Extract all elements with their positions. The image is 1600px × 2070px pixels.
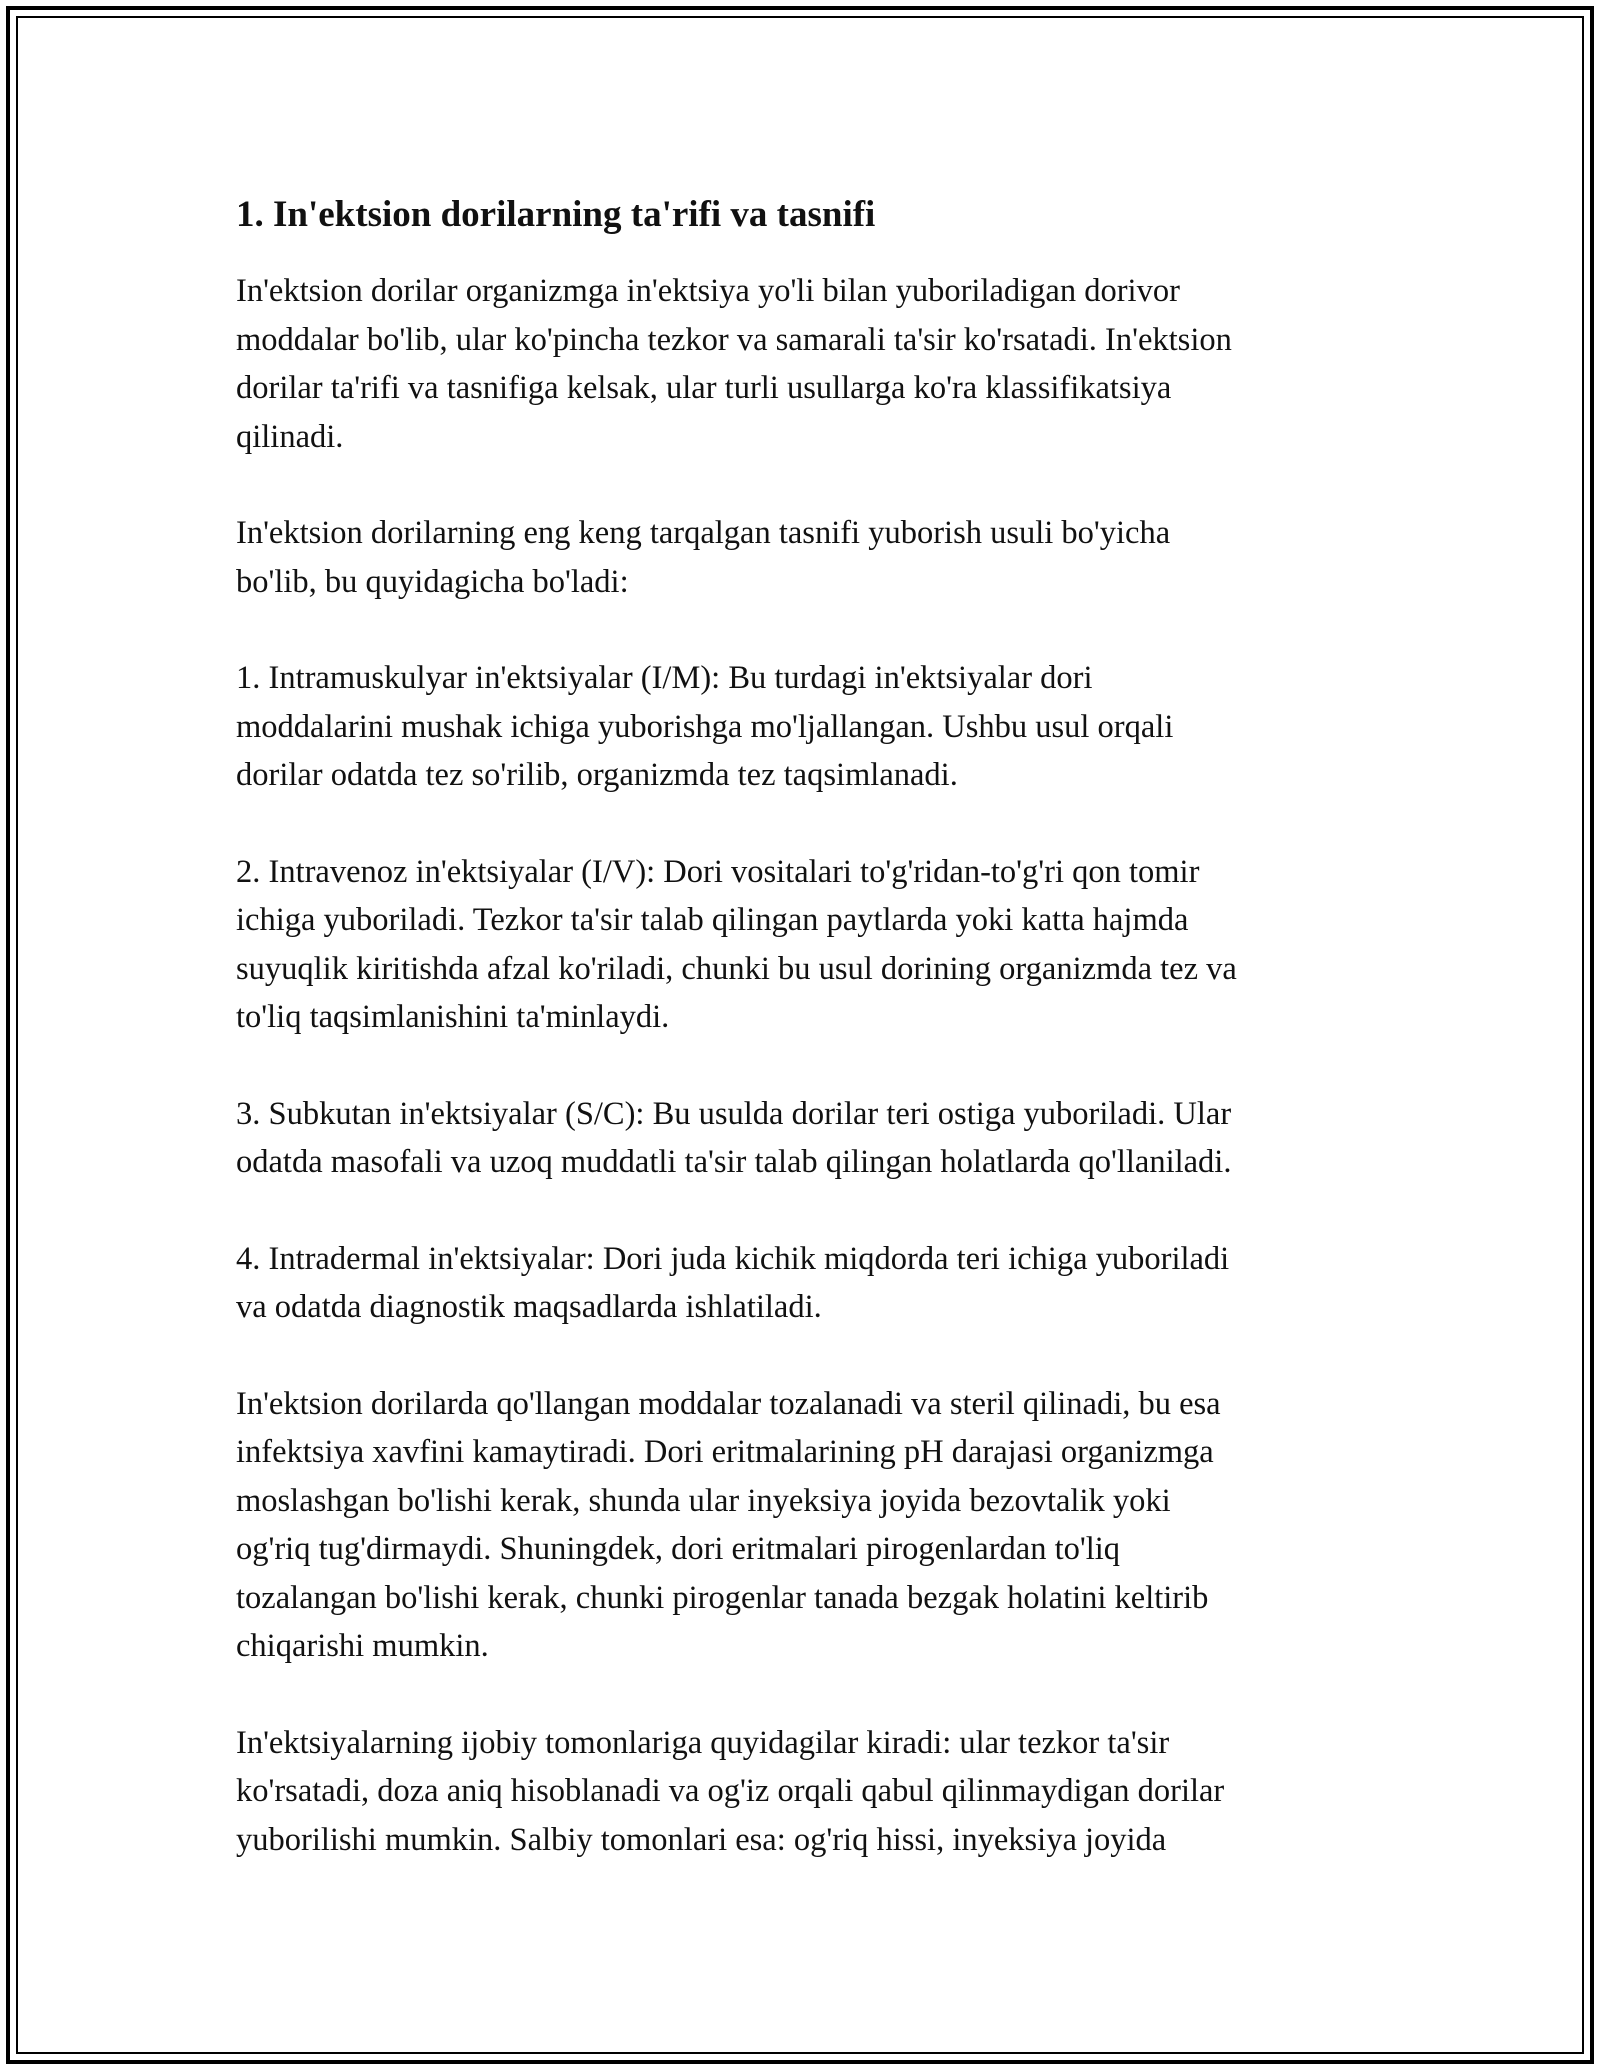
- paragraph-advantages: In'ektsiyalarning ijobiy tomonlariga quyidagilar kiradi: ular tezkor ta'sir ko'rsatadi, doza aniq hisoblanadi va og'iz orqali qabul qilinmaydigan dorilar yuborilishi mumkin. Salbiy tomonlari esa: og'riq hissi, inyeksiya joyida: [236, 1724, 1225, 1858]
- paragraph-sterility: In'ektsion dorilarda qo'llangan moddalar tozalanadi va steril qilinadi, bu esa infektsiya xavfini kamaytiradi. Dori eritmalarining pH darajasi organizmga moslashgan bo'lishi kerak, shunda ular inyeksiya joyida bezovtalik yoki og'riq tug'dirmaydi. Shuningdek, dori eritmalari pirogenlardan to'liq tozalangan bo'lishi kerak, chunki pirogenlar tanada bezgak holatini keltirib chiqarishi mumkin.: [236, 1385, 1221, 1664]
- paragraph-classification-intro: In'ektsion dorilarning eng keng tarqalgan tasnifi yuborish usuli bo'yicha bo'lib, bu quyidagicha bo'ladi:: [236, 515, 1171, 600]
- paragraph-intradermal: 4. Intradermal in'ektsiyalar: Dori juda kichik miqdorda teri ichiga yuboriladi va odatda diagnostik maqsadlarda ishlatiladi.: [236, 1240, 1230, 1325]
- section-title: 1. In'ektsion dorilarning ta'rifi va tasnifi: [236, 194, 876, 235]
- paragraph-subcutaneous: 3. Subkutan in'ektsiyalar (S/C): Bu usulda dorilar teri ostiga yuboriladi. Ular odatda masofali va uzoq muddatli ta'sir talab qilingan holatlarda qo'llaniladi.: [236, 1095, 1232, 1180]
- paragraph-definition: In'ektsion dorilar organizmga in'ektsiya yo'li bilan yuboriladigan dorivor moddalar bo'lib, ular ko'pincha tezkor va samarali ta'sir ko'rsatadi. In'ektsion dorilar ta'rifi va tasnifiga kelsak, ular turli usullarga ko'ra klassifikatsiya qilinadi.: [236, 273, 1232, 455]
- paragraph-intramuscular: 1. Intramuskulyar in'ektsiyalar (I/M): Bu turdagi in'ektsiyalar dori moddalarini mushak ichiga yuborishga mo'ljallangan. Ushbu usul orqali dorilar odatda tez so'rilib, organizmda tez taqsimlanadi.: [236, 660, 1174, 793]
- paragraph-intravenous: 2. Intravenoz in'ektsiyalar (I/V): Dori vositalari to'g'ridan-to'g'ri qon tomir ichiga yuboriladi. Tezkor ta'sir talab qilingan paytlarda yoki katta hajmda suyuqlik kiritishda afzal ko'riladi, chunki bu usul dorining organizmda tez va to'liq taqsimlanishini ta'minlaydi.: [236, 853, 1237, 1035]
- document-body: [236, 190, 1376, 1912]
